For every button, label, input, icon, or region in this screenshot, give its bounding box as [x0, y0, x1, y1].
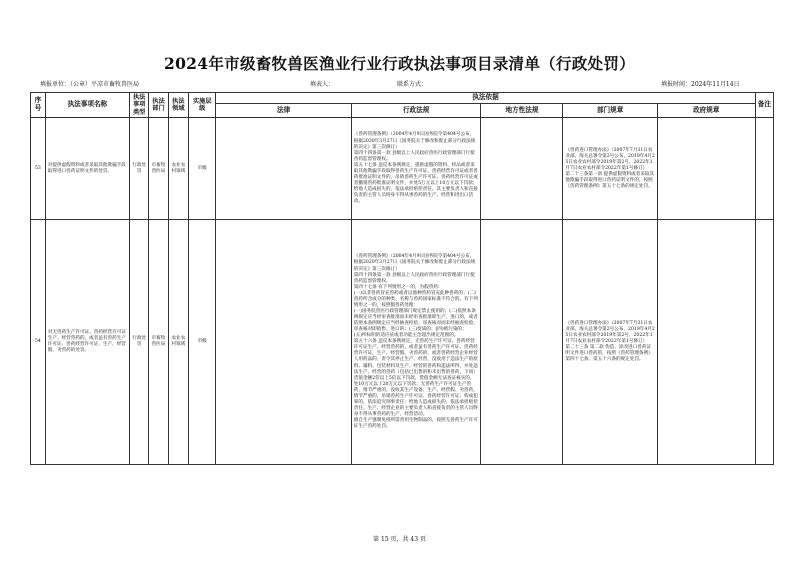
header-law: 法律 [216, 104, 351, 118]
row-gov-rule [657, 220, 755, 465]
header-basis: 执法依据 [216, 93, 755, 104]
table-row [31, 118, 774, 220]
header-remark: 备注 [755, 93, 773, 118]
header-dept-rule: 部门规章 [563, 104, 657, 118]
header-dept: 执法部门 [149, 93, 168, 118]
row-name: 对无兽药生产许可证、兽药经营许可证生产、经营兽药的，或者虽有兽药生产许可证、兽药经营许可证，生产、经营假、劣兽药的处罚。 [45, 220, 129, 465]
header-gov-rule: 政府规章 [657, 104, 755, 118]
page-title: 2024年市级畜牧兽医渔业行业行政执法事项目录清单（行政处罚） [164, 54, 635, 73]
header-name: 执法事项名称 [45, 93, 129, 118]
row-dept-rule: 《兽药进口管理办法》（2007年7月31日农业部、海关总署令第2号公布，2019年4月25日农业农村部令2019年第2号、2022年1月7日农业农村部令2022年第1号修订） 第二十三条 第二款 伪造、涂改进口兽药证明文件进口兽药的，按照《兽药管理条例》第四十七条、第五十六条的规定处罚。 [563, 220, 657, 465]
enforcement-table [30, 92, 774, 465]
page-number: 第 15 页，共 43 页 [373, 536, 426, 543]
header-level: 实施层级 [189, 93, 216, 118]
row-type: 行政处罚 [129, 220, 148, 465]
row-level: 市级 [189, 220, 216, 465]
header-no: 序号 [31, 93, 46, 118]
row-field: 农业农村领域 [168, 220, 188, 465]
row-local-reg [481, 220, 563, 465]
row-law [216, 220, 351, 465]
row-no: 53 [31, 118, 46, 220]
row-type: 行政处罚 [129, 118, 148, 220]
row-no: 54 [31, 220, 46, 465]
header-field: 执法领域 [168, 93, 188, 118]
row-remark [755, 118, 773, 220]
table-row [31, 220, 774, 465]
row-name: 对提供虚假资料或者采取其他欺骗手段取得进口兽药证明文件的处罚。 [45, 118, 129, 220]
row-remark [755, 220, 773, 465]
contact-info: 联系方式： [397, 81, 428, 88]
fill-date: 填报时间：2024年11月14日 [661, 81, 740, 88]
fill-person: 填表人： [310, 81, 335, 88]
row-dept: 市畜牧兽医局 [149, 220, 168, 465]
row-level: 市级 [189, 118, 216, 220]
header-type: 执法事项类型 [129, 93, 148, 118]
row-dept: 市畜牧兽医局 [149, 118, 168, 220]
row-dept-rule: 《兽药进口管理办法》（2007年7月31日农业部、海关总署令第2号公布，2019年4月25日农业农村部令2019年第2号、2022年1月7日农业农村部令2022年第1号修订） 第二十三条第一款 提供虚假资料或者采取其他欺骗手段取得进口兽药证明文件的，按照《兽药管理条例》第五十七条的规定处罚。 [563, 118, 657, 220]
row-gov-rule [657, 118, 755, 220]
row-law [216, 118, 351, 220]
row-admin-reg: 《兽药管理条例》（2004年4月9日国务院令第404号公布，根据2020年3月27日《国务院关于修改和废止部分行政法规的决定》第三次修订） 第四十四条第一款 县级以上人民政府兽医行政管理部门行使兽药监督管理权。 第五十七条 违反本条例规定，提供虚假的资料、样品或者采取其他欺骗手段取得兽药生产许可证、兽药经营许可证或者兽药批准证明文件的，吊销兽药生产许可证、兽药经营许可证或者撤销兽药批准证明文件，并处5万元以上10万元以下罚款；给他人造成损失的，依法承担赔偿责任。其主要负责人和直接负责的主管人员终身不得从事兽药的生产、经营和进出口活动。 [351, 118, 481, 220]
row-field: 农业农村领域 [168, 118, 188, 220]
row-local-reg [481, 118, 563, 220]
header-admin-reg: 行政法规 [351, 104, 481, 118]
row-admin-reg: 《兽药管理条例》（2004年4月9日国务院令第404号公布，根据2020年3月27日《国务院关于修改和废止部分行政法规的决定》第三次修订） 第四十四条第一款 县级以上人民政府兽医行政管理部门行使兽药监督管理权。 第四十七条 有下列情形之一的，为假兽药： (一)以非兽药冒充兽药或者以他种兽药冒充此种兽药的；(二)兽药所含成分的种类、名称与兽药国家标准不符合的。有下列情形之一的，按照假兽药处理： (一)国务院兽医行政管理部门规定禁止使用的；(二)依照本条例规定应当经审查批准而未经审查批准即生产、进口的，或者依照本条例规定应当经抽查检验、审查核对而未经抽查检验、审查核对即销售、进口的；(三)变质的；(四)被污染的； (五)所标明的适应症或者功能主治超出规定范围的。 第五十六条 违反本条例规定，无兽药生产许可证、兽药经营许可证生产、经营兽药的，或者虽有兽药生产许可证、兽药经营许可证，生产、经营假、劣兽药的，或者兽药经营企业经营人用药品的，责令其停止生产、经营，没收用于违法生产的原料、辅料、包装材料及生产、经营的兽药和违法所得，并处违法生产、经营的兽药（包括已出售的和未出售的兽药，下同）货值金额2倍以上5倍以下罚款，货值金额无法查证核实的，处10万元以上20万元以下罚款；无兽药生产许可证生产兽药，情节严重的，没收其生产设备；生产、经营假、劣兽药，情节严重的，吊销兽药生产许可证、兽药经营许可证；构成犯罪的，依法追究刑事责任；给他人造成损失的，依法承担赔偿责任。生产、经营企业的主要负责人和直接负责的主管人员终身不得从事兽药的生产、经营活动。 擅自生产强制免疫所需兽用生物制品的，按照无兽药生产许可证生产兽药处罚。 [351, 220, 481, 465]
header-local-reg: 地方性法规 [481, 104, 563, 118]
fill-unit: 填报单位：（公章）平凉市畜牧兽医局 [40, 81, 140, 88]
